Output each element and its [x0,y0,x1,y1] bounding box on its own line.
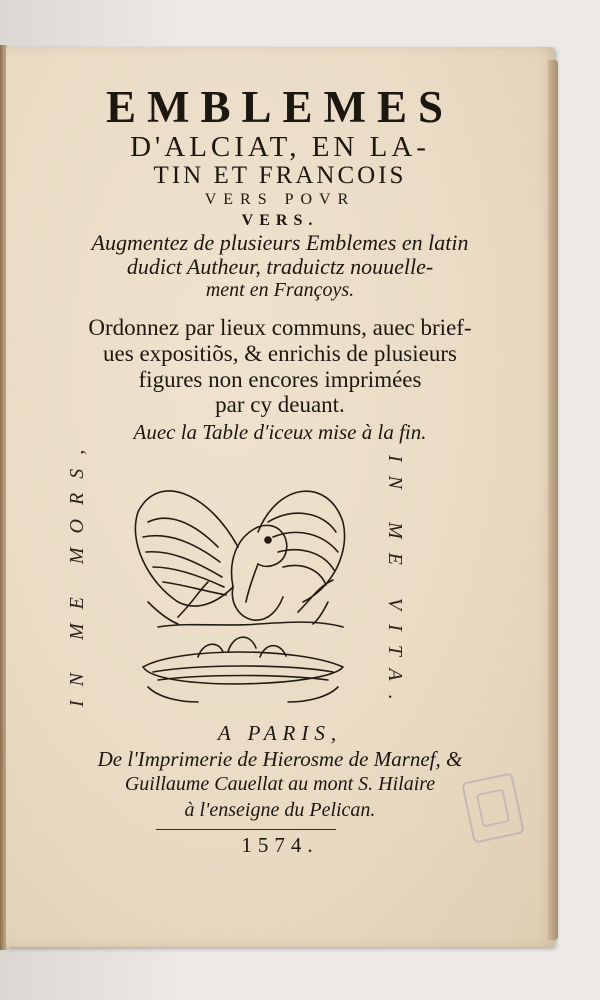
motto-left: IN ME MORS, [66,435,88,707]
subtitle-line-5: VERS. [241,212,319,229]
subtitle-line-3: TIN ET FRANCOIS [153,162,407,189]
subtitle-line-2: D'ALCIAT, EN LA- [130,131,430,163]
subtitle-line-4: VERS POVR [204,191,356,208]
imprint-line-3: à l'enseigne du Pelican. [184,799,376,821]
roman-line-1: Ordonnez par lieux communs, auec brief- [88,315,472,340]
imprint-place: A PARIS, [217,721,343,745]
title-page [6,47,554,947]
table-note: Auec la Table d'iceux mise à la fin. [133,420,427,444]
roman-line-3: figures non encores imprimées [138,367,422,392]
imprint-year: 1574. [241,833,319,857]
italic-line-1: Augmentez de plusieurs Emblemes en latin [91,230,469,255]
italic-line-3: ment en Françoys. [205,279,355,301]
page-fore-edge [548,60,558,940]
imprint-line-2: Guillaume Cauellat au mont S. Hilaire [124,773,436,795]
divider-rule [156,829,336,830]
pelican-in-her-piety-woodcut-icon [118,452,358,722]
imprint-line-1: De l'Imprimerie de Hierosme de Marnef, & [97,747,463,771]
italic-line-2: dudict Autheur, traduictz nouuelle- [126,254,434,279]
motto-right: IN ME VITA. [384,455,406,714]
main-title: EMBLEMES [105,82,455,132]
roman-line-4: par cy deuant. [215,392,345,417]
roman-line-2: ues expositiõs, & enrichis de plusieurs [103,341,457,366]
